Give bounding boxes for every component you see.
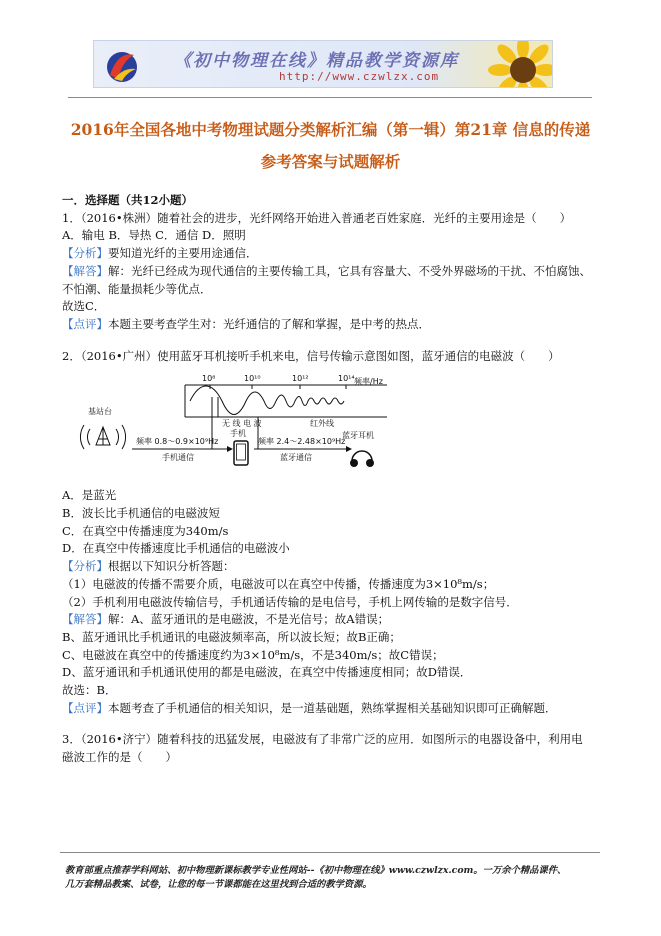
base-station-label: 基站台 <box>88 407 112 417</box>
comm-1-label: 手机通信 <box>162 453 194 463</box>
comment-text: 本题主要考查学生对：光纤通信的了解和掌握，是中考的热点． <box>108 316 430 331</box>
footer-divider <box>60 852 600 853</box>
freq-label-3: 10¹² <box>292 374 309 384</box>
question-2-answer-b: B、蓝牙通讯比手机通讯的电磁波频率高，所以波长短；故B正确； <box>62 629 401 644</box>
question-1-analysis <box>62 245 602 263</box>
document-subtitle: 参考答案与试题解析 <box>260 152 401 171</box>
signal-transmission-diagram <box>62 367 542 483</box>
infrared-label: 红外线 <box>310 419 334 429</box>
band-1-label: 频率 0.8～0.9×10⁹Hz <box>136 437 219 447</box>
sunflower-icon <box>488 40 553 88</box>
question-1-answer <box>62 263 602 281</box>
diagram-graphic <box>62 367 542 483</box>
radio-wave-label: 无 线 电 波 <box>222 419 262 429</box>
freq-label-1: 10⁸ <box>202 374 216 384</box>
section-heading: 一．选择题（共12小题） <box>62 193 194 207</box>
freq-unit-label: 频率/Hz <box>354 377 383 387</box>
question-2-option-c: C．在真空中传播速度为340m/s <box>62 523 229 538</box>
question-2-choice: 故选：B． <box>62 683 117 698</box>
document-title: 2016年全国各地中考物理试题分类解析汇编（第一辑）第21章 信息的传递 <box>70 120 591 139</box>
logo-icon <box>104 45 140 85</box>
page-footer <box>65 864 605 892</box>
footer-line-2: 几万套精品教案、试卷，让您的每一节课都能在这里找到合适的教学资源。 <box>65 879 372 890</box>
document-body <box>62 192 602 767</box>
header-divider <box>68 97 592 98</box>
question-2-analysis-1: （1）电磁波的传播不需要介质，电磁波可以在真空中传播，传播速度为3×10⁸m/s； <box>62 576 495 591</box>
band-2-label: 频率 2.4～2.48×10⁹Hz <box>258 437 346 447</box>
question-2-option-a: A．是蓝光 <box>62 488 117 503</box>
question-3-stem-cont: 磁波工作的是（ ） <box>62 750 177 765</box>
question-2-analysis <box>62 558 602 576</box>
answer-tag: 【解答】 <box>62 263 108 278</box>
question-1-comment <box>62 316 602 334</box>
question-2-answer <box>62 611 602 629</box>
comm-2-label: 蓝牙通信 <box>280 453 312 463</box>
question-2-answer-d: D、蓝牙通讯和手机通讯使用的都是电磁波，在真空中传播速度相同；故D错误． <box>62 665 472 680</box>
footer-line-1: 教育部重点推荐学科网站、初中物理新课标教学专业性网站--《初中物理在线》www.czwlzx.com。一万余个精品课件、 <box>65 865 567 876</box>
question-2-option-d: D．在真空中传播速度比手机通信的电磁波小 <box>62 541 290 556</box>
analysis-text: 要知道光纤的主要用途通信． <box>108 246 258 261</box>
question-1-options: A．输电 B．导热 C．通信 D．照明 <box>62 228 246 243</box>
comment-tag: 【点评】 <box>62 316 108 331</box>
answer-tag: 【解答】 <box>62 612 108 627</box>
comment-text: 本题考查了手机通信的相关知识，是一道基础题，熟练掌握相关基础知识即可正确解题． <box>108 700 557 715</box>
question-3-stem: 3．（2016•济宁）随着科技的迅猛发展，电磁波有了非常广泛的应用．如图所示的电器设备中，利用电 <box>62 732 583 747</box>
analysis-tag: 【分析】 <box>62 246 108 261</box>
question-2-stem: 2．（2016•广州）使用蓝牙耳机接听手机来电，信号传输示意图如图，蓝牙通信的电磁波（ ） <box>62 348 560 363</box>
question-2-answer-c: C、电磁波在真空中的传播速度约为3×10⁸m/s，不是340m/s；故C错误； <box>62 647 444 662</box>
question-2-analysis-2: （2）手机利用电磁波传输信号，手机通话传输的是电信号，手机上网传输的是数字信号． <box>62 594 518 609</box>
header-banner <box>93 40 553 88</box>
question-1-choice: 故选C． <box>62 299 106 314</box>
freq-label-2: 10¹⁰ <box>244 374 261 384</box>
headset-label: 蓝牙耳机 <box>342 431 374 441</box>
answer-text: 解：光纤已经成为现代通信的主要传输工具，它具有容量大、不受外界磁场的干扰、不怕腐蚀、 <box>108 263 591 278</box>
comment-tag: 【点评】 <box>62 700 108 715</box>
freq-label-4: 10¹⁴ <box>338 374 355 384</box>
banner-url: http://www.czwlzx.com <box>279 70 440 83</box>
question-1-stem: 1．（2016•株洲）随着社会的进步，光纤网络开始进入普通老百姓家庭．光纤的主要用途是（ ） <box>62 210 572 225</box>
phone-label: 手机 <box>230 429 246 439</box>
answer-text: 解：A、蓝牙通讯的是电磁波，不是光信号；故A错误； <box>108 612 390 627</box>
analysis-tag: 【分析】 <box>62 559 108 574</box>
question-1-answer-cont: 不怕潮、能量损耗少等优点． <box>62 281 212 296</box>
banner-title: 《初中物理在线》精品教学资源库 <box>174 51 459 71</box>
question-2-comment <box>62 700 602 718</box>
analysis-text: 根据以下知识分析答题： <box>108 559 235 574</box>
question-2-option-b: B．波长比手机通信的电磁波短 <box>62 506 220 521</box>
